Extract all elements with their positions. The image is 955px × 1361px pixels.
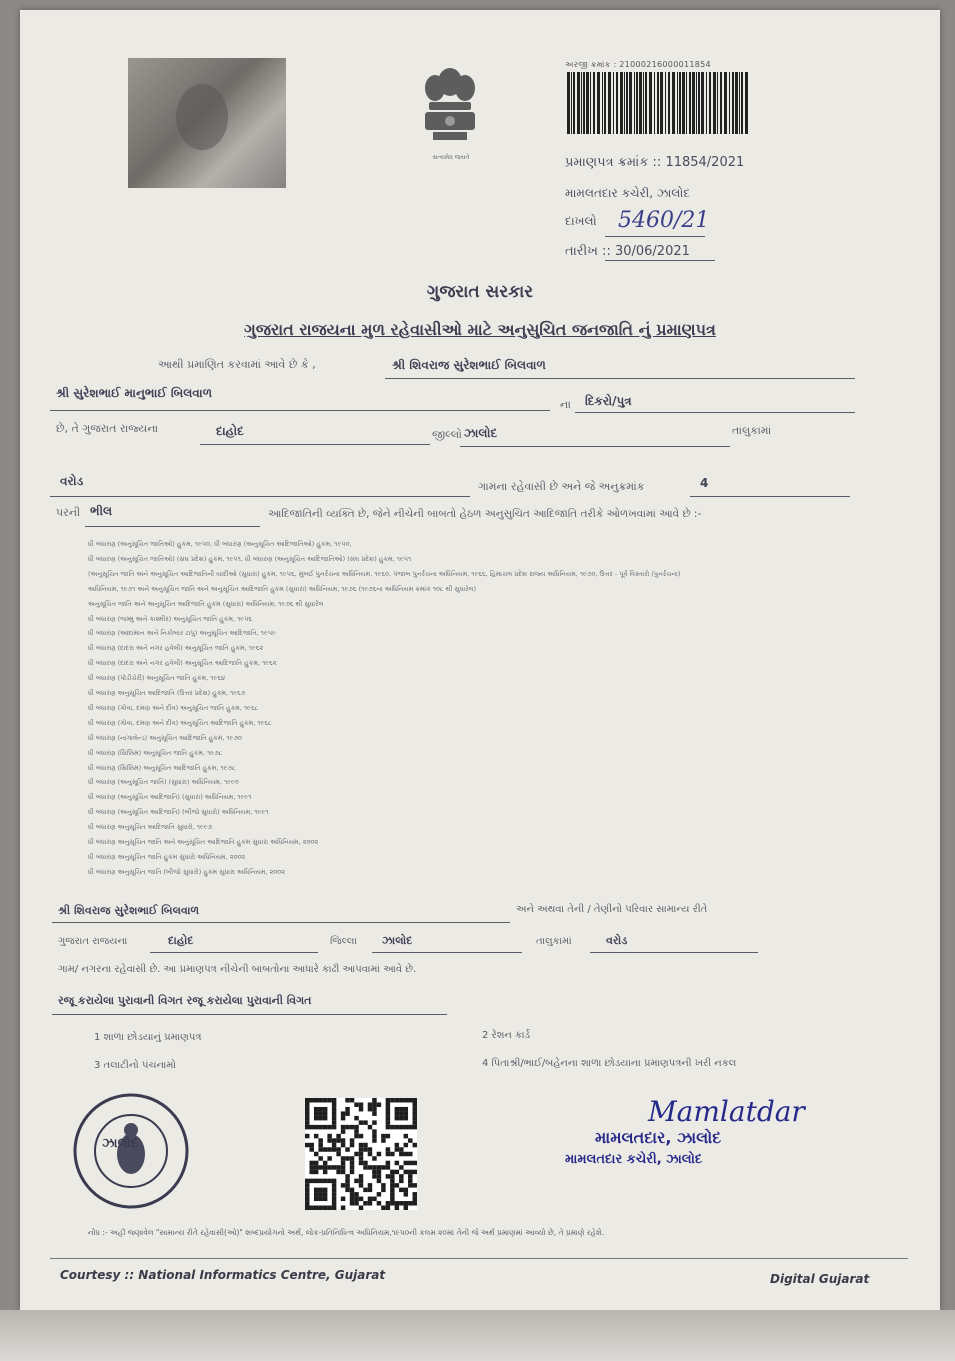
legal-order-item: ધી બંધારણ અનુસૂચિત આદિજાતિ સુધારો, ૧૯૯૭ bbox=[88, 823, 213, 832]
taluka-suffix: તાલુકામાં bbox=[732, 424, 772, 437]
legal-order-item: ધી બંધારણ (પોંડીચેરી) અનુસૂચિત જાતિ હુકમ, ૧૯૬૪ bbox=[88, 674, 225, 683]
certificate-number: પ્રમાણપત્ર ક્રમાંક :: 11854/2021 bbox=[565, 155, 745, 170]
emblem-caption: સત્યમેવ જયતે bbox=[432, 154, 470, 161]
evidence-item: 3 તલાટીનો પંચનામો bbox=[94, 1060, 176, 1071]
certify-label: આથી પ્રમાણિત કરવામાં આવે છે કે , bbox=[158, 358, 316, 371]
digital-gujarat-brand: Digital Gujarat bbox=[770, 1272, 870, 1286]
evidence-item: 4 પિતાશ્રી/ભાઈ/બહેનના શાળા છોડયાના પ્રમાણપત્રની ખરી નકલ bbox=[482, 1058, 737, 1069]
outward-number: 5460/21 bbox=[618, 208, 710, 233]
courtesy-credit: Courtesy :: National Informatics Centre, Gujarat bbox=[60, 1268, 386, 1282]
legal-order-item: ધી બંધારણ અનુસૂચિત જાતિ (બીજો સુધારો) હુકમ સુધારા અધિનિયમ, ૨૦૦૨ bbox=[88, 867, 286, 876]
qr-code-icon bbox=[305, 1098, 417, 1210]
residence-suffix: અને અથવા તેની / તેણીનો પરિવાર સામાન્ય રીતે bbox=[516, 904, 708, 915]
legal-order-item: (અનુસૂચિત જાતિ અને અનુસૂચિત આદિજાતિની યાદીઓ (સુધારા) હુકમ, ૧૯૫૬, મુંબઈ પુનર્રચના અધિનિયમ, ૧૯૬૦, પંજાબ પુનર્રચના અધિનિયમ, ૧૯૬૬, હિમાચલ પ્રદેશ રાજ્ય અધિનિયમ, ૧૯૭૦, ઉત્તર - પૂર્વ વિસ્તારો (પુનર્રચના) bbox=[88, 569, 681, 578]
outward-label: દાખલો bbox=[565, 214, 597, 228]
legal-order-item: ધી બંધારણ (અનુસૂચિત જાતિઓ) (સંઘ પ્રદેશ) હુકમ, ૧૯૫૧, ધી બંધારણ (અનુસૂચિત આદિજાતિઓ) (સંઘ પ્રદેશ) હુકમ, ૧૯૫૧ bbox=[88, 554, 412, 563]
legal-order-item: ધી બંધારણ (સિક્કિમ) અનુસૂચિત આદિજાતિ હુકમ, ૧૯૭૮ bbox=[88, 763, 236, 772]
legal-order-item: અનુસૂચિત જાતિ અને અનુસૂચિત આદિજાતિ હુકમ (સુધારા) અધિનિયમ, ૧૯૭૬ થી સુધારેલ bbox=[88, 599, 324, 608]
national-emblem-icon bbox=[415, 62, 485, 166]
legal-order-item: ધી બંધારણ (ગોવા, દમણ અને દીવ) અનુસૂચિત આદિજાતિ હુકમ, ૧૯૬૮ bbox=[88, 718, 272, 727]
residence-taluka-label: તાલુકામાં bbox=[536, 936, 572, 947]
father-name: શ્રી સુરેશભાઈ માનુભાઈ બિલવાળ bbox=[56, 386, 213, 400]
legal-order-item: ધી બંધારણ (દાદરા અને નગર હવેલી) અનુસૂચિત આદિજાતિ હુકમ, ૧૯૬૨ bbox=[88, 659, 277, 668]
state-prefix: છે, તે ગુજરાત રાજ્યના bbox=[56, 422, 159, 435]
legal-order-item: ધી બંધારણ (સિક્કિમ) અનુસૂચિત જાતિ હુકમ, ૧૯૭૮ bbox=[88, 748, 223, 757]
signature-stamp-line1: મામલતદાર, ઝાલોદ bbox=[595, 1128, 722, 1147]
relation-label: ના bbox=[560, 398, 571, 411]
evidence-item: 1 શાળા છોડયાનું પ્રમાણપત્ર bbox=[94, 1032, 202, 1043]
legal-order-item: ધી બંધારણ અનુસૂચિત જાતિ અને અનુસૂચિત આદિજાતિ હુકમ સુધારા અધિનિયમ, ૨૦૦૨ bbox=[88, 838, 319, 846]
taluka-value: દાહોદ bbox=[216, 424, 244, 438]
legal-order-item: ધી બંધારણ (દાદરા અને નગર હવેલી) અનુસૂચિત જાતિ હુકમ, ૧૯૬૨ bbox=[88, 644, 264, 653]
signature-stamp-line2: મામલતદાર કચેરી, ઝાલોદ bbox=[565, 1152, 703, 1167]
government-title: ગુજરાત સરકાર bbox=[426, 282, 534, 302]
evidence-heading: રજૂ કરાયેલા પુરાવાની વિગત રજૂ કરાયેલા પુરાવાની વિગત bbox=[58, 994, 312, 1007]
residence-district-label: જિલ્લા bbox=[330, 936, 357, 947]
residence-statement: ગામ/ નગરના રહેવાસી છે. આ પ્રમાણપત્ર નીચેની બાબતોના આધારે કાઢી આપવામાં આવે છે. bbox=[58, 964, 417, 975]
legal-order-item: ધી બંધારણ અનુસૂચિત આદિજાતિ (ઉત્તર પ્રદેશ) હુકમ, ૧૯૬૭ bbox=[88, 689, 246, 697]
residence-district: ઝાલોદ bbox=[382, 934, 413, 947]
barcode-icon bbox=[565, 72, 750, 134]
office-seal-icon bbox=[72, 1092, 190, 1210]
evidence-item: 2 રેશન કાર્ડ bbox=[482, 1030, 531, 1041]
legal-order-item: ધી બંધારણ (અનુસૂચિત આદિજાતિ) (સુધારા) અધિનિયમ, ૧૯૯૧ bbox=[88, 793, 252, 802]
issuing-office: મામલતદાર કચેરી, ઝાલોદ bbox=[565, 186, 691, 200]
residence-name: શ્રી શિવરાજ સુરેશભાઈ બિલવાળ bbox=[58, 904, 200, 917]
applicant-name: શ્રી શિવરાજ સુરેશભાઈ બિલવાળ bbox=[392, 358, 546, 372]
footnote: નોંધ :- અહીં જણાવેલ "સામાન્ય રીતે રહેવાસી(ઓ)" શબ્દપ્રયોગનો અર્થ, લોક-પ્રતિનિધિત્વ અધિનિયમ,૧૯૫૦ની કલમ ૨૦માં તેની જે અર્થ પ્રમાણમાં આવ્યો છે, તે પ્રમાણે રહેશે. bbox=[88, 1228, 605, 1237]
serial-number: 4 bbox=[700, 476, 709, 490]
district-label: જીલ્લો bbox=[432, 428, 462, 441]
village-value: વરોડ bbox=[60, 474, 84, 488]
seal-text: ઝાલોદ bbox=[102, 1136, 138, 1151]
district-value: ઝાલોદ bbox=[464, 426, 498, 440]
residence-state-label: ગુજરાત રાજયના bbox=[58, 936, 128, 947]
tribe-value: ભીલ bbox=[90, 504, 113, 518]
residence-taluka: દાહોદ bbox=[168, 934, 194, 947]
legal-order-item: ધી બંધારણ (જમ્મુ અને કાશ્મીર) અનુસૂચિત જાતિ હુકમ, ૧૯૫૬ bbox=[88, 614, 253, 623]
certificate-page bbox=[20, 10, 940, 1310]
applicant-photo bbox=[128, 58, 286, 188]
signature: Mamlatdar bbox=[648, 1095, 805, 1128]
residence-village: વરોડ bbox=[606, 934, 628, 947]
tribe-suffix: આદિજાતિની વ્યક્તિ છે, જેને નીચેની બાબતો હેઠળ અનુસુચિત આદિજાતિ તરીકે ઓળખવામાં આવે છે :- bbox=[268, 508, 702, 520]
legal-order-item: ધી બંધારણ (અનુસૂચિત આદિજાતિ) (બીજો સુધારો) અધિનિયમ, ૧૯૯૧ bbox=[88, 808, 269, 817]
tribe-prefix: પરની bbox=[56, 506, 81, 519]
relation-value: દિકરો/પુત્ર bbox=[585, 394, 632, 408]
issue-date: તારીખ :: 30/06/2021 bbox=[565, 244, 690, 259]
application-number: અરજી ક્રમાંક : 21000216000011854 bbox=[565, 60, 711, 69]
legal-order-item: ધી બંધારણ અનુસૂચિત જાતિ હુકમ સુધારો અધિનિયમ, ૨૦૦૨ bbox=[88, 852, 246, 861]
legal-order-item: ધી બંધારણ (અનુસૂચિત જાતિઓ) હુકમ, ૧૯૫૦, ધી બંધારણ (અનુસૂચિત આદિજાતિઓ) હુકમ, ૧૯૫૦, bbox=[88, 540, 352, 548]
village-suffix: ગામના રહેવાસી છે અને જે અનુક્રમાંક bbox=[478, 480, 645, 493]
legal-order-item: ધી બંધારણ (આંદામાન અને નિકોબાર ટાપુ) અનુસૂચિત આદિજાતિ, ૧૯૫૯ bbox=[88, 629, 276, 638]
certificate-title: ગુજરાત રાજયના મુળ રહેવાસીઓ માટે અનુસુચિત જનજાતિ નું પ્રમાણપત્ર bbox=[244, 320, 716, 339]
legal-order-item: અધિનિયમ, ૧૯૭૧ અને અનુસૂચિત જાતિ અને અનુસૂચિત આદિજાતિ હુકમ (સુધારા) અધિનિયમ, ૧૯૭૬ (૧૯૭૬ના અધિનિયમ ક્રમાંક ૧૦૮ થી સુધારેલ) bbox=[88, 584, 477, 593]
legal-order-item: ધી બંધારણ (નાગાલેન્ડ) અનુસૂચિત આદિજાતિ હુકમ, ૧૯૭૦ bbox=[88, 733, 242, 742]
legal-order-item: ધી બંધારણ (ગોવા, દમણ અને દીવ) અનુસૂચિત જાતિ હુકમ, ૧૯૬૮ bbox=[88, 703, 259, 712]
legal-order-item: ધી બંધારણ (અનુસૂચિત જાતિ) (સુધારા) અધિનિયમ, ૧૯૯૦ bbox=[88, 778, 239, 787]
